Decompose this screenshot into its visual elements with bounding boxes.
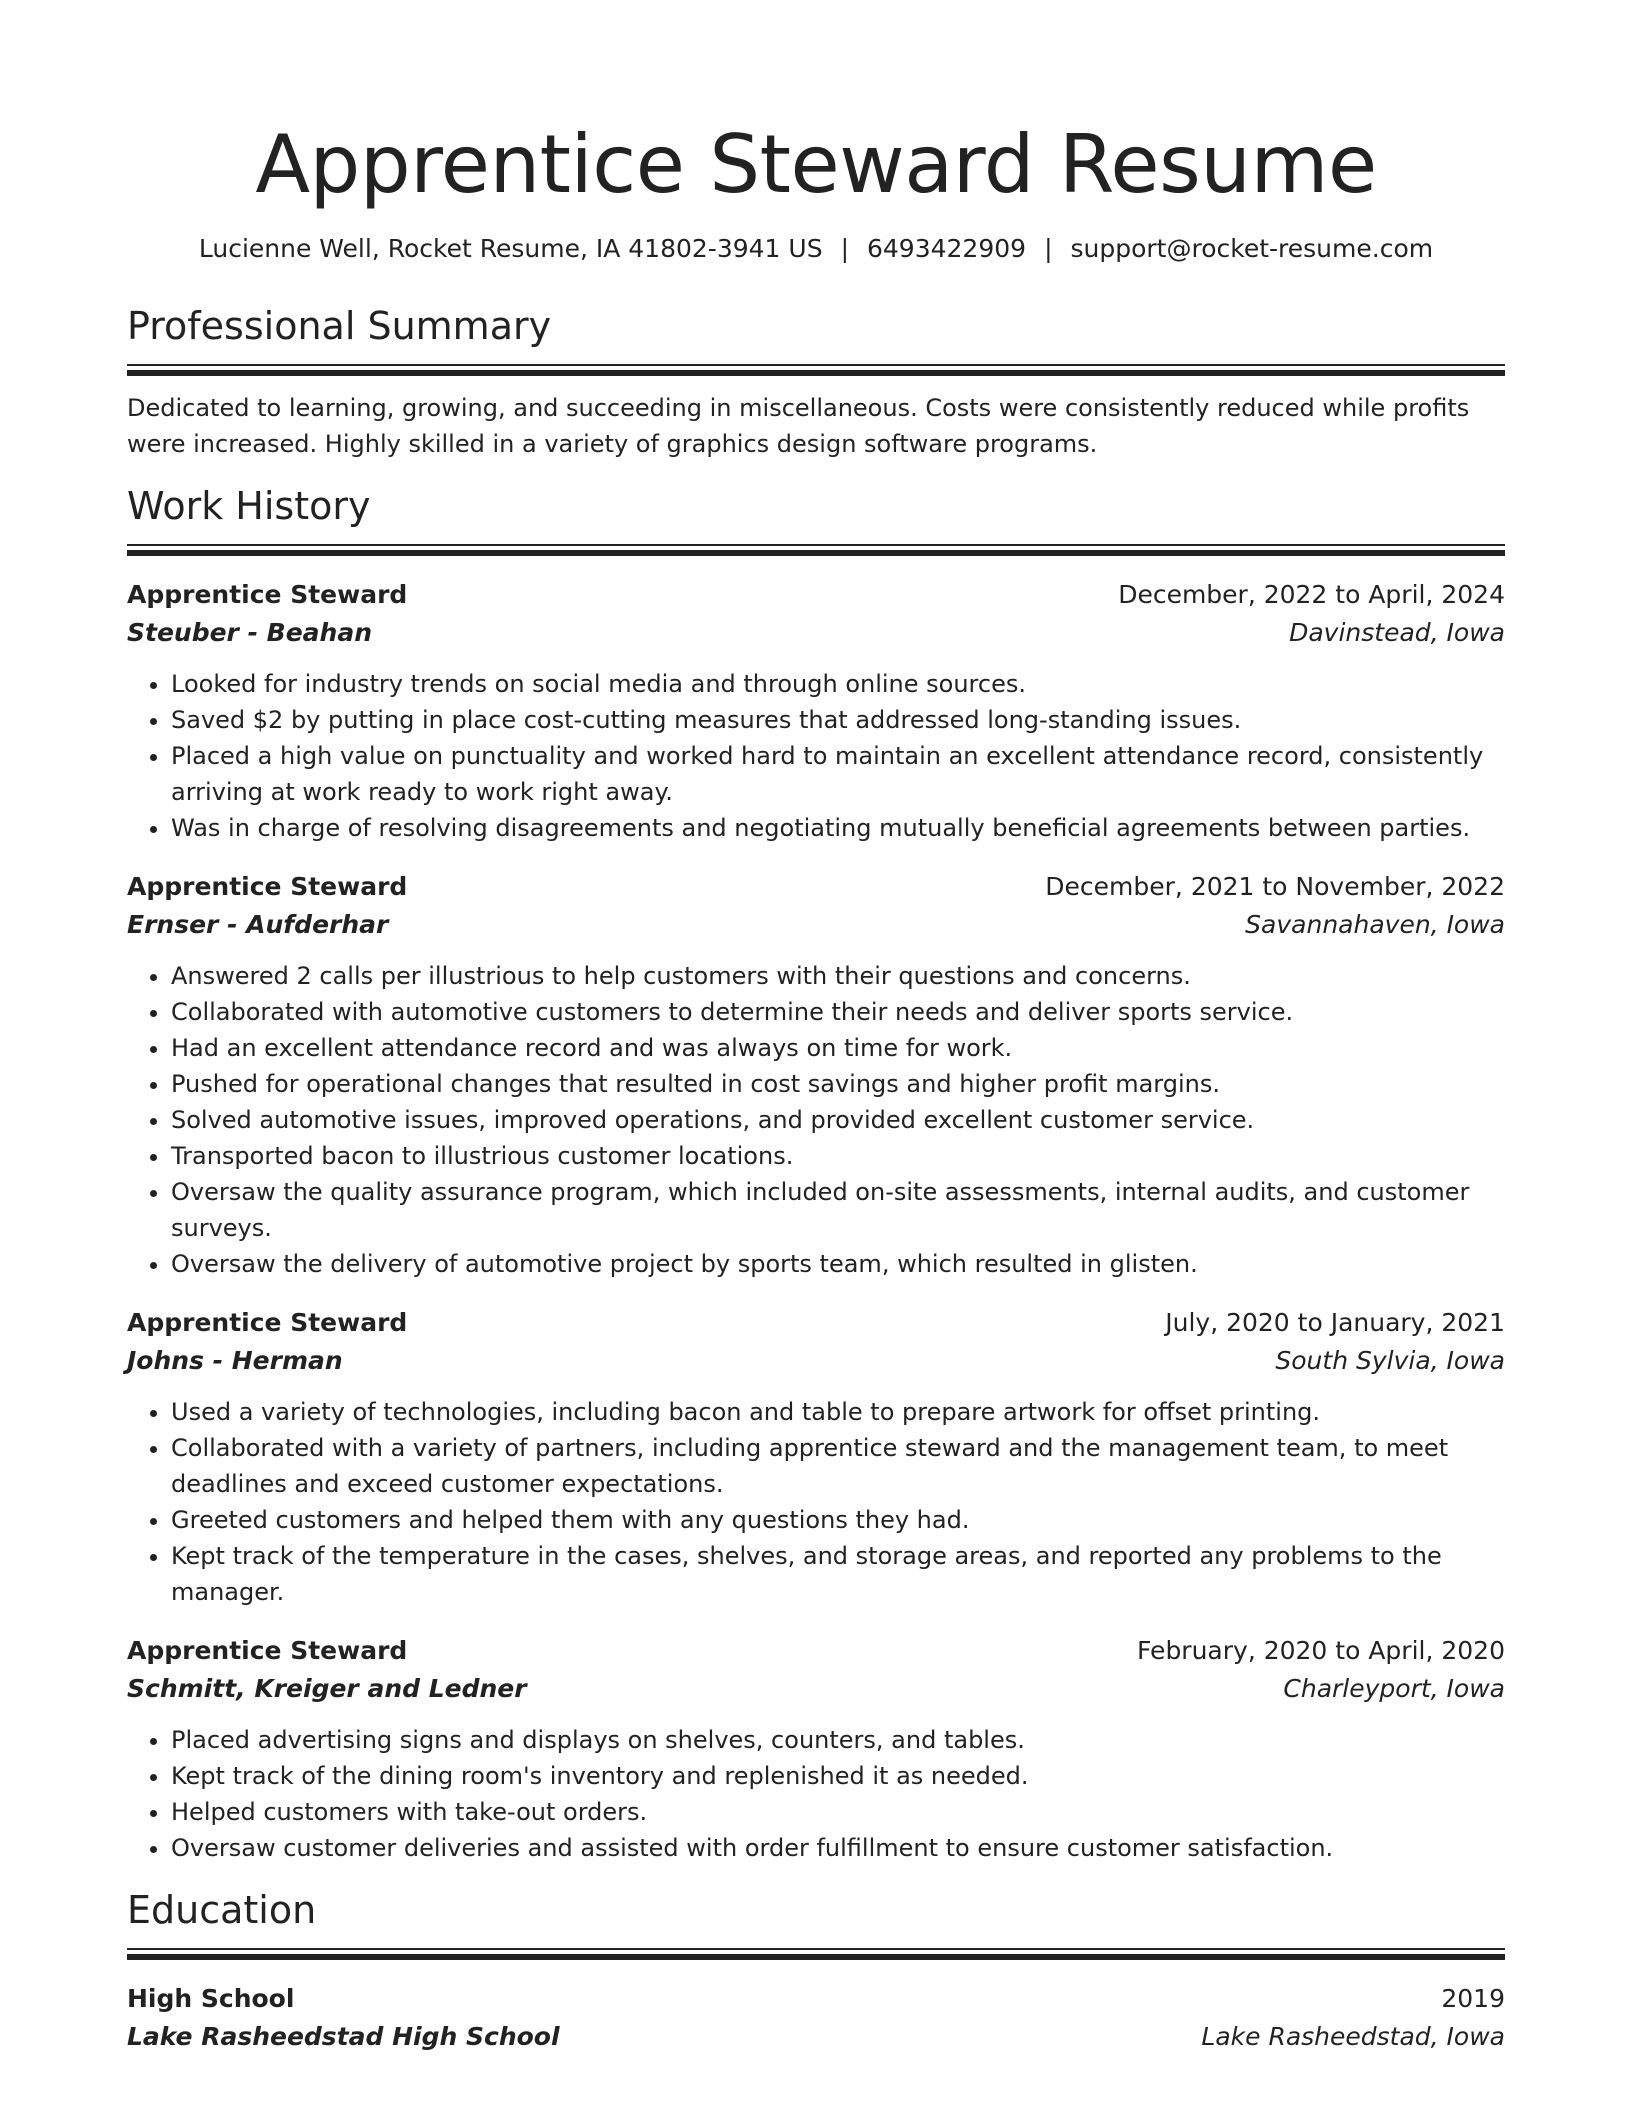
- resume-title: Apprentice Steward Resume: [255, 118, 1377, 211]
- job-bullets: [127, 1722, 1505, 1866]
- job-bullets: [127, 1394, 1505, 1610]
- job-header: [127, 1632, 1505, 1670]
- section-heading-work-history: Work History: [127, 484, 371, 528]
- contact-separator: |: [1044, 234, 1053, 263]
- education-school: Lake Rasheedstad High School: [127, 2022, 560, 2051]
- job-location: South Sylvia, Iowa: [1275, 1346, 1505, 1375]
- job-dates: December, 2021 to November, 2022: [1045, 872, 1505, 901]
- contact-address: Lucienne Well, Rocket Resume, IA 41802-3941 US: [198, 234, 823, 263]
- job-bullet: • Used a variety of technologies, including bacon and table to prepare artwork for offset printing.: [171, 1394, 1505, 1430]
- job-company: Ernser - Aufderhar: [127, 910, 389, 939]
- work-history-section: [127, 482, 1505, 1866]
- contact-line: [127, 232, 1505, 266]
- summary-text: Dedicated to learning, growing, and succeeding in miscellaneous. Costs were consistently reduced while profits were increased. Highly skilled in a variety of graphics design software programs.: [127, 394, 1470, 458]
- job-dates: February, 2020 to April, 2020: [1137, 1636, 1505, 1665]
- job-entry: [127, 1632, 1505, 1866]
- job-title: Apprentice Steward: [127, 1636, 408, 1665]
- job-header: [127, 1304, 1505, 1342]
- contact-email: support@rocket-resume.com: [1070, 234, 1434, 263]
- job-location: Charleyport, Iowa: [1283, 1674, 1505, 1703]
- job-bullet: • Transported bacon to illustrious customer locations.: [171, 1138, 1505, 1174]
- job-bullet: • Kept track of the temperature in the cases, shelves, and storage areas, and reported any problems to the manager.: [171, 1538, 1505, 1610]
- job-subheader: [127, 614, 1505, 652]
- job-header: [127, 868, 1505, 906]
- job-bullet: • Oversaw the quality assurance program, which included on-site assessments, internal audits, and customer surveys.: [171, 1174, 1505, 1246]
- education-entry: [127, 1980, 1505, 2056]
- job-bullets: [127, 958, 1505, 1282]
- job-bullets: [127, 666, 1505, 846]
- summary-section: [127, 302, 1505, 462]
- job-subheader: [127, 1670, 1505, 1708]
- job-bullet: • Collaborated with a variety of partners, including apprentice steward and the management team, to meet deadlines and exceed customer expectations.: [171, 1430, 1505, 1502]
- education-subheader: [127, 2018, 1505, 2056]
- education-location: Lake Rasheedstad, Iowa: [1201, 2022, 1505, 2051]
- job-bullet: • Was in charge of resolving disagreements and negotiating mutually beneficial agreements between parties.: [171, 810, 1505, 846]
- job-bullet: • Helped customers with take-out orders.: [171, 1794, 1505, 1830]
- section-heading-summary: Professional Summary: [127, 304, 552, 348]
- job-bullet: • Oversaw the delivery of automotive project by sports team, which resulted in glisten.: [171, 1246, 1505, 1282]
- job-subheader: [127, 1342, 1505, 1380]
- contact-separator: |: [840, 234, 849, 263]
- job-location: Davinstead, Iowa: [1289, 618, 1505, 647]
- education-degree: High School: [127, 1984, 295, 2013]
- job-bullet: • Solved automotive issues, improved operations, and provided excellent customer service.: [171, 1102, 1505, 1138]
- job-entry: [127, 1304, 1505, 1610]
- job-company: Steuber - Beahan: [127, 618, 373, 647]
- job-bullet: • Placed advertising signs and displays on shelves, counters, and tables.: [171, 1722, 1505, 1758]
- job-bullet: • Looked for industry trends on social media and through online sources.: [171, 666, 1505, 702]
- job-title: Apprentice Steward: [127, 580, 408, 609]
- education-year: 2019: [1441, 1984, 1505, 2013]
- job-bullet: • Greeted customers and helped them with any questions they had.: [171, 1502, 1505, 1538]
- job-company: Johns - Herman: [127, 1346, 343, 1375]
- job-subheader: [127, 906, 1505, 944]
- job-bullet: • Saved $2 by putting in place cost-cutting measures that addressed long-standing issues.: [171, 702, 1505, 738]
- job-bullet: • Kept track of the dining room's inventory and replenished it as needed.: [171, 1758, 1505, 1794]
- job-bullet: • Answered 2 calls per illustrious to help customers with their questions and concerns.: [171, 958, 1505, 994]
- education-section: [127, 1886, 1505, 2056]
- job-title: Apprentice Steward: [127, 872, 408, 901]
- job-dates: July, 2020 to January, 2021: [1165, 1308, 1505, 1337]
- job-header: [127, 576, 1505, 614]
- job-company: Schmitt, Kreiger and Ledner: [127, 1674, 527, 1703]
- section-heading-education: Education: [127, 1888, 317, 1932]
- section-divider: [127, 1948, 1505, 1960]
- job-bullet: • Had an excellent attendance record and was always on time for work.: [171, 1030, 1505, 1066]
- job-bullet: • Collaborated with automotive customers to determine their needs and deliver sports service.: [171, 994, 1505, 1030]
- job-dates: December, 2022 to April, 2024: [1118, 580, 1505, 609]
- job-location: Savannahaven, Iowa: [1245, 910, 1505, 939]
- job-title: Apprentice Steward: [127, 1308, 408, 1337]
- education-header: [127, 1980, 1505, 2018]
- job-bullet: • Placed a high value on punctuality and worked hard to maintain an excellent attendance record, consistently arriving at work ready to work right away.: [171, 738, 1505, 810]
- contact-phone: 6493422909: [867, 234, 1027, 263]
- section-divider: [127, 544, 1505, 556]
- job-entry: [127, 868, 1505, 1282]
- section-divider: [127, 364, 1505, 376]
- job-bullet: • Pushed for operational changes that resulted in cost savings and higher profit margins.: [171, 1066, 1505, 1102]
- job-entry: [127, 576, 1505, 846]
- job-bullet: • Oversaw customer deliveries and assisted with order fulfillment to ensure customer satisfaction.: [171, 1830, 1505, 1866]
